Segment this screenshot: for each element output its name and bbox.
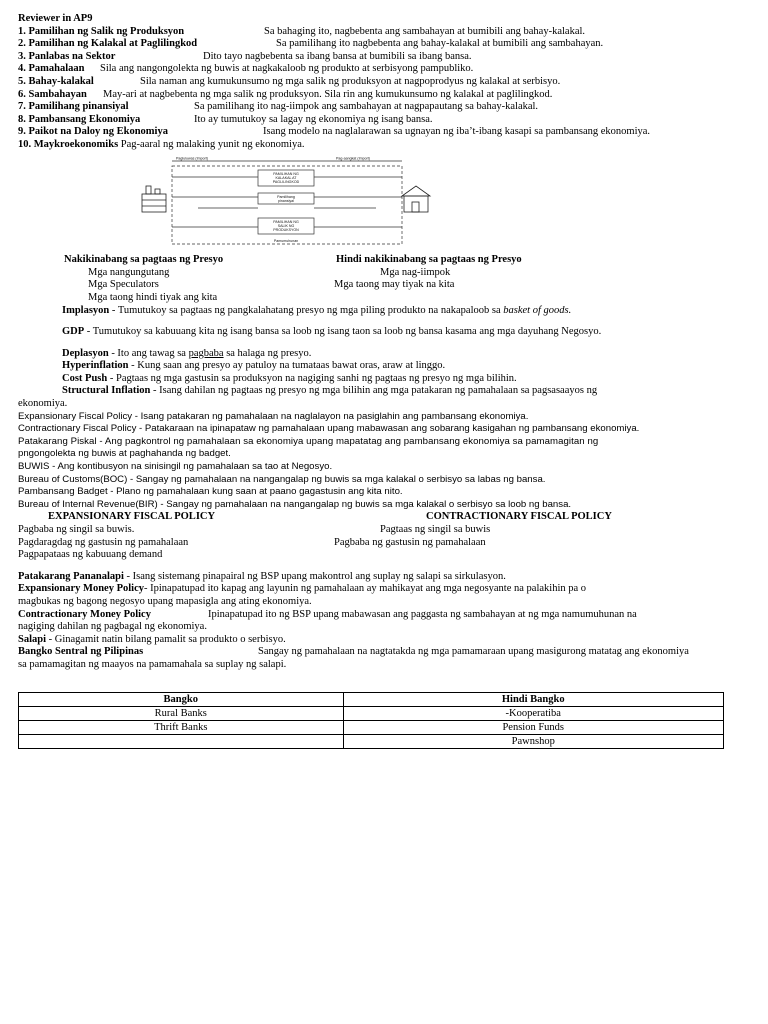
- presyo-row: Mga nangungutang Mga nag-iimpok: [88, 266, 451, 278]
- list-item: 7. Pamilihang pinansiyal Sa pamilihang ito nag-iimpok ang sambahayan at nagpapautang sa bahay-kalakal.: [18, 101, 539, 113]
- patakarang-piskal-def: Patakarang Piskal - Ang pagkontrol ng pamahalaan sa ekonomiya upang mapatatag ang pambansang ekonomiya sa pamamagitan ng: [18, 435, 599, 447]
- list-item: 9. Paikot na Daloy ng Ekonomiya Isang modelo na naglalarawan sa ugnayan ng iba’t-ibang kasapi sa pambansang ekonomiya.: [18, 126, 651, 138]
- hyperinflation-def: Hyperinflation - Kung saan ang presyo ay patuloy na tumataas bawat oras, araw at linggo.: [62, 360, 446, 372]
- table-cell: Rural Banks: [19, 706, 344, 720]
- svg-text:Pamumuhunan: Pamumuhunan: [273, 238, 299, 243]
- list-item: 3. Panlabas na Sektor Dito tayo nagbebenta sa ibang bansa at bumibili sa ibang bansa.: [18, 50, 472, 62]
- bsp-def: Bangko Sentral ng Pilipinas Sangay ng pamahalaan na nagtatakda ng mga pamamaraan upang masigurong matatag ang ekonomiya: [18, 646, 689, 658]
- table-header-row: [19, 692, 724, 706]
- table-cell: [19, 734, 344, 748]
- pananalapi-def: Patakarang Pananalapi - Isang sistemang pinapairal ng BSP upang makontrol ang suplay ng salapi sa sirkulasyon.: [18, 570, 506, 582]
- expansionary-money-cont: magbukas ng bagong negosyo upang mapasigla ang ating ekonomiya.: [18, 595, 312, 607]
- badget-def: Pambansang Badget - Plano ng pamahalaan kung saan at paano gagastusin ang kita nito.: [18, 486, 403, 498]
- svg-text:pinansiyal: pinansiyal: [278, 198, 294, 203]
- list-item: 6. Sambahayan May-ari at nagbebenta ng mga salik ng produksyon. Sila rin ang kumukunsumo ng kalakal at paglilingkod.: [18, 88, 553, 100]
- salapi-def: Salapi - Ginagamit natin bilang pamalit sa produkto o serbisyo.: [18, 633, 286, 645]
- numbered-list: [18, 26, 750, 152]
- presyo-headings: Nakikinabang sa pagtaas ng Presyo Hindi nakikinabang sa pagtaas ng Presyo: [64, 254, 522, 266]
- svg-text:SALIK NG: SALIK NG: [277, 223, 295, 228]
- table-row: [19, 734, 724, 748]
- import-label-right: Pag-aangkat (Import): [336, 156, 370, 161]
- svg-text:PRODUKSYON: PRODUKSYON: [273, 227, 299, 232]
- contractionary-money-cont: nagiging dahilan ng pagbagal ng ekonomiya.: [18, 621, 207, 633]
- expansionary-money-def: Expansionary Money Policy- Ipinapatupad ito kapag ang layunin ng pamahalaan ay mahikayat ang mga negosyante na palakihin pa o: [18, 583, 587, 595]
- document-title: Reviewer in AP9: [18, 13, 93, 24]
- list-item: 2. Pamilihan ng Kalakal at Paglilingkod Sa pamilihang ito nagbebenta ang bahay-kalakal at bumibili ang sambahayan.: [18, 38, 604, 50]
- policy-row: Pagpapataas ng kabuuang demand: [18, 549, 163, 561]
- structural-inflation-cont: ekonomiya.: [18, 398, 68, 410]
- implasyon-def: Implasyon - Tumutukoy sa pagtaas ng pangkalahatang presyo ng mga piling produkto na nakapaloob sa basket of goods.: [62, 304, 572, 316]
- circular-flow-diagram: [136, 156, 436, 248]
- table-cell: Pawnshop: [343, 734, 723, 748]
- contractionary-fiscal-def: Contractionary Fiscal Policy - Patakaraan na ipinapataw ng pamahalaan upang mabawasan ang sobarang kasigahan ng pambansang ekonomiya.: [18, 423, 640, 435]
- table-cell: -Kooperatiba: [343, 706, 723, 720]
- list-item: 4. Pamahalaan Sila ang nangongolekta ng buwis at nagkakaloob ng produkto at serbisyong pampubliko.: [18, 63, 474, 75]
- table-row: [19, 720, 724, 734]
- table-cell: Pension Funds: [343, 720, 723, 734]
- svg-text:PAMILIHAN NG: PAMILIHAN NG: [273, 219, 299, 224]
- list-item: 5. Bahay-kalakal Sila naman ang kumukunsumo ng mga salik ng produksyon at nagpoprodyus ng kalakal at serbisyo.: [18, 75, 561, 87]
- list-item: 1. Pamilihan ng Salik ng Produksyon Sa bahaging ito, nagbebenta ang sambahayan at bumibili ang bahay-kalakal.: [18, 25, 586, 37]
- boc-def: Bureau of Customs(BOC) - Sangay ng pamahalaan na nangangalap ng buwis sa mga kalakal o serbisyo sa labas ng bansa.: [18, 473, 546, 485]
- bir-def: Bureau of Internal Revenue(BIR) - Sangay ng pamahalaan na nangangalap ng buwis sa mga kalakal o serbisyo sa loob ng bansa.: [18, 498, 572, 510]
- import-label-left: Pagluluwas (Import): [176, 156, 208, 161]
- svg-text:PAMILIHAN NG: PAMILIHAN NG: [273, 171, 299, 176]
- svg-text:Pamilihang: Pamilihang: [277, 194, 295, 199]
- table-row: [19, 706, 724, 720]
- presyo-row: Mga taong hindi tiyak ang kita: [88, 291, 218, 303]
- house-icon: [402, 186, 430, 212]
- presyo-row: Mga Speculators Mga taong may tiyak na kita: [88, 279, 455, 291]
- policy-row: Pagdaragdag ng gastusin ng pamahalaan Pagbaba ng gastusin ng pamahalaan: [18, 536, 486, 548]
- expansionary-fiscal-def: Expansionary Fiscal Policy - Isang patakaran ng pamahalaan na naglalayon na pasiglahin ang pambansang ekonomiya.: [18, 410, 529, 422]
- list-item: 10. Maykroekonomiks Pag-aaral ng malaking yunit ng ekonomiya.: [18, 138, 305, 150]
- table-header: Hindi Bangko: [343, 692, 723, 706]
- factory-icon: [142, 186, 166, 212]
- patakarang-piskal-cont: pngongolekta ng buwis at paghahanda ng badget.: [18, 448, 231, 460]
- policy-headings: EXPANSIONARY FISCAL POLICY CONTRACTIONARY FISCAL POLICY: [48, 511, 612, 523]
- bank-table: [18, 692, 724, 749]
- table-cell: Thrift Banks: [19, 720, 344, 734]
- policy-row: Pagbaba ng singil sa buwis. Pagtaas ng singil sa buwis: [18, 524, 491, 535]
- table-header: Bangko: [19, 692, 344, 706]
- bsp-cont: sa pamamagitan ng maayos na pamamahala sa suplay ng salapi.: [18, 658, 287, 670]
- buwis-def: BUWIS - Ang kontibusyon na sinisingil ng pamahalaan sa tao at Negosyo.: [18, 461, 333, 473]
- gdp-def: GDP - Tumutukoy sa kabuuang kita ng isang bansa sa loob ng isang taon sa loob ng bansa kasama ang mga dayuhang Negosyo.: [62, 326, 602, 338]
- structural-inflation-def: Structural Inflation - Isang dahilan ng pagtaas ng presyo ng mga bilihin ang mga patakaran ng pamahalaan sa pagsasaayos ng: [62, 385, 598, 397]
- svg-text:KALAKAL AT: KALAKAL AT: [275, 175, 297, 180]
- svg-text:PAGLILINGKOD: PAGLILINGKOD: [272, 179, 300, 184]
- list-item: 8. Pambansang Ekonomiya Ito ay tumutukoy sa lagay ng ekonomiya ng isang bansa.: [18, 113, 433, 125]
- cost-push-def: Cost Push - Pagtaas ng mga gastusin sa produksyon na nagiging sanhi ng pagtaas ng presyo ng mga bilihin.: [62, 372, 517, 384]
- deplasyon-def: Deplasyon - Ito ang tawag sa pagbaba sa halaga ng presyo.: [62, 347, 312, 359]
- contractionary-money-def: Contractionary Money Policy Ipinapatupad ito ng BSP upang mabawasan ang paggasta ng sambahayan at ng mga namumuhunan na: [18, 608, 637, 620]
